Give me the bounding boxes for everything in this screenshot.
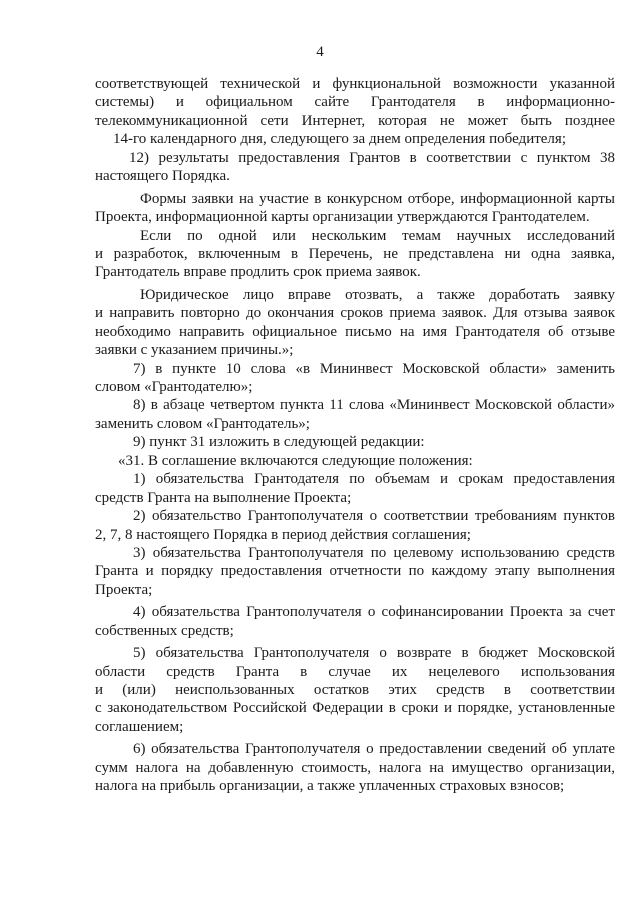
text-line: 8) в абзаце четвертом пункта 11 слова «Мининвест Московской области» xyxy=(133,397,615,414)
text-line: Грантодатель вправе продлить срок приема заявок. xyxy=(95,264,421,281)
text-line: 3) обязательства Грантополучателя по целевому использованию средств xyxy=(133,544,615,561)
text-line: заменить словом «Грантодатель»; xyxy=(95,415,310,432)
text-line: соглашением; xyxy=(95,718,184,735)
text-line: Юридическое лицо вправе отозвать, а также доработать заявку xyxy=(140,286,615,303)
text-line: 1) обязательства Грантодателя по объемам и срокам предоставления xyxy=(133,471,615,488)
text-line: системы) и официальном сайте Грантодателя в информационно- xyxy=(95,94,615,111)
page-number: 4 xyxy=(316,44,324,60)
text-line: сумм налога на добавленную стоимость, налога на имущество организации, xyxy=(95,759,615,776)
text-line: средств Гранта на выполнение Проекта; xyxy=(95,489,352,506)
text-line: 2) обязательство Грантополучателя о соответствии требованиям пунктов xyxy=(133,508,615,525)
text-line: области средств Гранта в случае их нецелевого использования xyxy=(95,663,615,680)
text-line: 5) обязательства Грантополучателя о возврате в бюджет Московской xyxy=(133,645,615,662)
text-line: Проекта; xyxy=(95,581,153,598)
text-line: 9) пункт 31 изложить в следующей редакции: xyxy=(133,434,425,451)
text-line: 14-го календарного дня, следующего за днем определения победителя; xyxy=(113,131,566,148)
text-line: телекоммуникационной сети Интернет, которая не может быть позднее xyxy=(95,112,615,129)
text-line: и разработок, включенным в Перечень, не представлена ни одна заявка, xyxy=(95,245,615,262)
text-line: 12) результаты предоставления Грантов в соответствии с пунктом 38 xyxy=(129,149,615,166)
text-line: и (или) неиспользованных остатков этих средств в соответствии xyxy=(95,682,615,698)
text-line: 6) обязательства Грантополучателя о предоставлении сведений об уплате xyxy=(133,741,615,758)
text-line: необходимо направить официальное письмо на имя Грантодателя об отзыве xyxy=(95,323,615,340)
text-line: Формы заявки на участие в конкурсном отборе, информационной карты xyxy=(140,190,615,207)
text-line: 7) в пункте 10 слова «в Мининвест Московской области» заменить xyxy=(133,360,615,377)
text-line: налога на прибыль организации, а также уплаченных страховых взносов; xyxy=(95,778,565,795)
text-line: Проекта, информационной карты организации утверждаются Грантодателем. xyxy=(95,209,590,226)
text-line: собственных средств; xyxy=(95,622,234,639)
text-line: «31. В соглашение включаются следующие положения: xyxy=(118,452,473,469)
text-line: 4) обязательства Грантополучателя о софинансировании Проекта за счет xyxy=(133,604,615,621)
text-line: Если по одной или нескольким темам научных исследований xyxy=(140,227,615,244)
text-line: заявки с указанием причины.»; xyxy=(95,342,294,359)
document-body xyxy=(95,75,615,796)
text-line: с законодательством Российской Федерации в сроки и порядке, установленные xyxy=(95,700,615,717)
text-line: и направить повторно до окончания сроков приема заявок. Для отзыва заявок xyxy=(95,305,615,322)
text-line: Гранта и порядку предоставления отчетности по каждому этапу выполнения xyxy=(95,563,615,580)
text-line: настоящего Порядка. xyxy=(95,168,230,185)
text-line: словом «Грантодателю»; xyxy=(95,379,253,395)
text-line: 2, 7, 8 настоящего Порядка в период действия соглашения; xyxy=(95,526,471,543)
text-line: соответствующей технической и функциональной возможности указанной xyxy=(95,76,615,92)
